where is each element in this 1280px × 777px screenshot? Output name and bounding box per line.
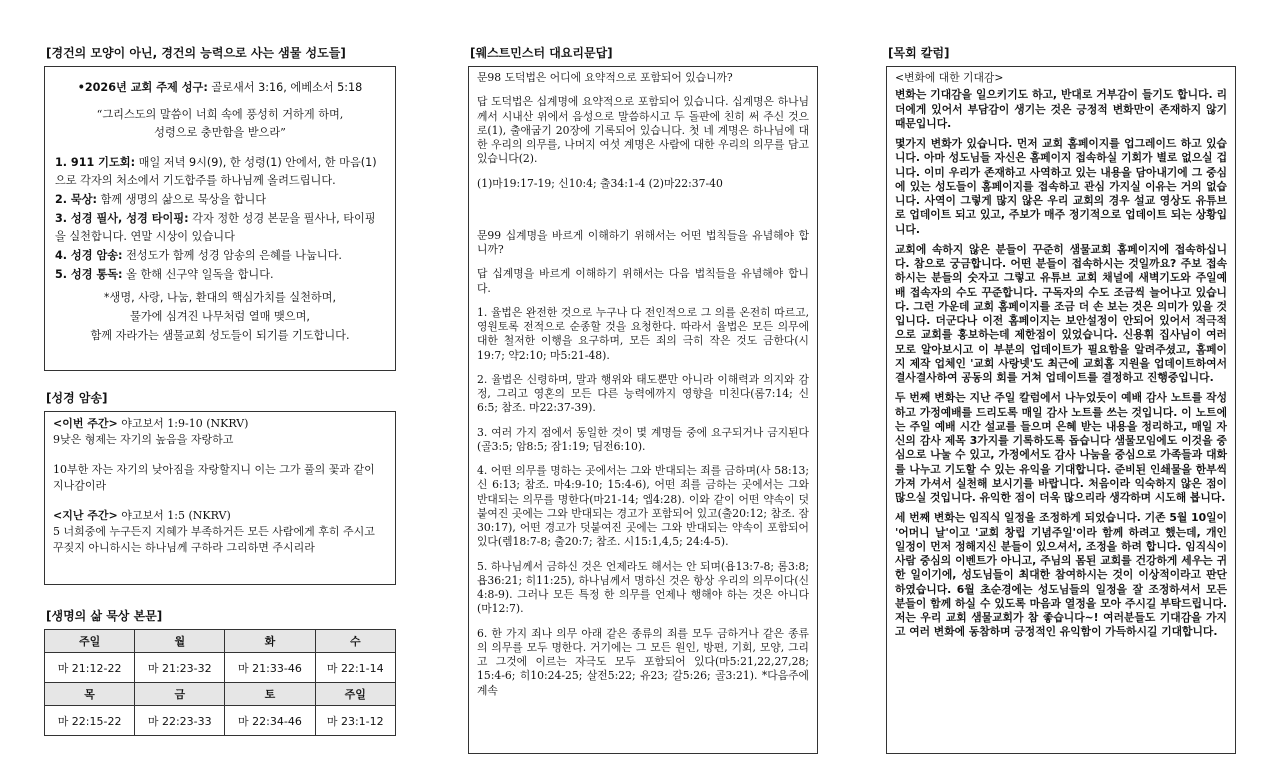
schedule-day: 주일 — [315, 683, 395, 706]
schedule-day: 목 — [45, 683, 135, 706]
memory-last-week-heading — [53, 508, 387, 524]
schedule-passage: 마 21:12-22 — [45, 653, 135, 683]
theme-verse-refs: 골로새서 3:16, 에베소서 5:18 — [207, 81, 363, 94]
theme-item-num: 3. 성경 필사, 성경 타이핑: — [55, 212, 189, 226]
pastoral-column-box — [886, 66, 1236, 754]
memory-last-week-label: <지난 주간> — [53, 508, 118, 522]
catechism-box — [468, 66, 818, 754]
catechism-rule-4: 4. 어떤 의무를 명하는 곳에서는 그와 반대되는 죄를 금하며(사 58:13; 신 6:13; 참조. 마4:9-10; 15:4-6), 어떤 죄를 금하는 곳에서는 그와 반대되는 의무를 명한다(마21-14; 엡4:28). 이와 같이 어떤 약속이 덧붙여진 곳에는 그와 반대되는 경고가 포함되어 있고(출20:12; 참조. 잠30:17), 어떤 경고가 덧붙여진 곳에는 그와 반대되는 약속이 포함되어 있다(렘18:7-8; 출20:7; 참조. 시15:1,4,5; 24:4-5). — [477, 464, 809, 549]
column-church-theme — [44, 44, 396, 736]
table-row — [45, 706, 396, 736]
theme-item-num: 4. 성경 암송: — [55, 249, 123, 262]
catechism-question-99: 문99 십계명을 바르게 이해하기 위해서는 어떤 법칙들을 유념해야 합니까? — [477, 228, 809, 256]
column-catechism — [468, 44, 818, 754]
theme-box — [44, 66, 396, 371]
schedule-passage: 마 22:15-22 — [45, 706, 135, 736]
theme-item-num: 1. 911 기도회: — [55, 156, 136, 170]
table-row — [45, 630, 396, 653]
theme-item-transcription — [55, 210, 385, 245]
memory-box — [44, 411, 396, 585]
schedule-day: 월 — [135, 630, 225, 653]
theme-item-num: 5. 성경 통독: — [55, 268, 123, 282]
schedule-day: 화 — [225, 630, 315, 653]
theme-item-prayer — [55, 154, 385, 189]
column-paragraph: 교회에 속하지 않은 분들이 꾸준히 샘물교회 홈페이지에 접속하십니다. 참으로 궁금합니다. 어떤 분들이 접속하시는 것일까요? 주보 접속하시는 분들의 숫자고 그렇고 유튜브 교회 채널에 새벽기도와 주일예배 접속자의 수도 꾸준합니다. 구독자의 수도 조금씩 늘어나고 있습니다. 그런 가운데 교회 홈페이지를 조금 더 손 보는 것은 의미가 있을 것입니다. 더군다나 이전 홈페이지는 보안설정이 안되어 있어서 적극적으로 교회를 홍보하는데 제한점이 있었습니다. 신용휘 집사님이 여러모로 알아보시고 이 부분의 업데이트가 필요함을 알려주셨고, 홈페이지 제작 업체인 '교회 사랑넷'도 최근에 교회홈 지원을 업데이트하여서 결사결사하여 공동의 회를 거쳐 업데이트를 결정하고 진행중입니다. — [895, 242, 1227, 384]
theme-item-reading — [55, 266, 385, 283]
section-title-pastoral: [목회 칼럼] — [888, 46, 950, 60]
schedule-passage: 마 21:23-32 — [135, 653, 225, 683]
schedule-day: 수 — [315, 630, 395, 653]
schedule-passage: 마 22:34-46 — [225, 706, 315, 736]
column-paragraph: 몇가지 변화가 있습니다. 먼저 교회 홈페이지를 업그레이드 하고 있습니다. 아마 성도님들 자신은 홈페이지 접속하실 기회가 별로 없으실 겁니다. 이미 우리가 존재하고 사역하고 있는 내용을 담아내기에 그 중심에 있는 성도들이 홈페이지를 접속하고 관심 가지실 이유는 거의 없습니다. 사역이 그렇게 많지 않은 우리 교회의 경우 설교 영상도 유튜브로 업데이트 되고 있고, 주보가 매주 정기적으로 업데이트 되는 상황입니다. — [895, 137, 1227, 236]
section-title-schedule: [생명의 삶 묵상 본문] — [46, 609, 163, 623]
theme-verse — [55, 79, 385, 96]
section-title-theme: [경건의 모양이 아닌, 경건의 능력으로 사는 샘물 성도들] — [46, 46, 346, 60]
schedule-day: 금 — [135, 683, 225, 706]
memory-this-week-verse2: 10부한 자는 자기의 낮아짐을 자랑할지니 이는 그가 풀의 꽃과 같이 지나감이라 — [53, 462, 375, 492]
section-title-memory: [성경 암송] — [46, 391, 108, 405]
schedule-day: 토 — [225, 683, 315, 706]
column-pastoral — [886, 44, 1236, 754]
theme-note-line3: 함께 자라가는 샘물교회 성도들이 되기를 기도합니다. — [90, 328, 350, 342]
memory-this-week-verse1: 9낮은 형제는 자기의 높음을 자랑하고 — [53, 432, 234, 446]
schedule-table — [44, 629, 396, 736]
theme-item-text: 전성도가 함께 성경 암송의 은혜를 나눕니다. — [122, 249, 342, 262]
theme-note-line2: 물가에 심겨진 나무처럼 열매 맺으며, — [130, 309, 310, 323]
catechism-answer-99: 답 십계명을 바르게 이해하기 위해서는 다음 법칙들을 유념해야 합니다. — [477, 267, 809, 295]
catechism-rule-5: 5. 하나님께서 금하신 것은 언제라도 해서는 안 되며(욥13:7-8; 롬3:8; 욥36:21; 히11:25), 하나님께서 명하신 것은 항상 우리의 의무이다(신4:8-9). 그러나 모든 특정 한 의무를 언제나 행해야 하는 것은 아니다(마12:7). — [477, 559, 809, 616]
theme-quote-line2: 성령으로 충만함을 받으라” — [154, 126, 286, 140]
theme-item-memorization — [55, 247, 385, 264]
column-paragraph: 세 번째 변화는 임직식 일정을 조정하게 되었습니다. 기존 5월 10일이 '어머니 날'이고 '교회 창립 기념주일'이라 함께 하려고 했는데, 개인 일정이 먼저 정해지신 분들이 있으셔서, 조정을 하려 합니다. 임직식이 사람 중심의 이벤트가 아니고, 주님의 몸된 교회를 건강하게 세우는 귀한 일이기에, 성도님들이 최대한 참여하시는 것이 이상적이라고 판단하였습니다. 6월 초순경에는 성도님들의 일정을 잘 조정하셔서 모든 분들이 함께 하실 수 있도록 마음과 열정을 모아 주시길 부탁드립니다. 저는 우리 교회 샘물교회가 참 좋습니다~! 여러분들도 기대감을 가지고 여러 변화에 동참하며 긍정적인 유익함이 가득하시길 기대합니다. — [895, 511, 1227, 639]
catechism-answer-98: 답 도덕법은 십계명에 요약적으로 포함되어 있습니다. 십계명은 하나님께서 시내산 위에서 음성으로 말씀하시고 두 돌판에 친히 써 주신 것으로(1), 출애굽기 20장에 기록되어 있습니다. 첫 네 계명은 하나님에 대한 우리의 의무를, 나머지 여섯 계명은 사람에 대한 우리의 의무를 담고 있습니다(2). — [477, 95, 809, 166]
theme-item-text: 함께 생명의 삶으로 묵상을 합니다 — [97, 192, 267, 206]
catechism-refs-98: (1)마19:17-19; 신10:4; 출34:1-4 (2)마22:37-40 — [477, 176, 723, 190]
theme-item-text: 올 한해 신구약 일독을 합니다. — [122, 268, 274, 282]
column-paragraph: 변화는 기대감을 일으키기도 하고, 반대로 거부감이 들기도 합니다. 리더에게 있어서 부담감이 생기는 것은 긍정적 변화만이 존재하지 않기 때문입니다. — [895, 88, 1227, 130]
theme-note-line1: *생명, 사랑, 나눔, 환대의 핵심가치를 실천하며, — [103, 290, 337, 304]
memory-this-week-heading — [53, 416, 387, 432]
catechism-rule-2: 2. 율법은 신령하며, 말과 행위와 태도뿐만 아니라 이해력과 의지와 감정, 그리고 영혼의 모든 다른 능력에까지 영향을 미친다(롬7:14; 신6:5; 참조. 마22:37-39). — [477, 372, 809, 415]
memory-this-week-label: <이번 주간> — [53, 417, 118, 430]
schedule-passage: 마 23:1-12 — [315, 706, 395, 736]
theme-verse-label: •2026년 교회 주제 성구: — [77, 81, 208, 94]
table-row — [45, 683, 396, 706]
catechism-rule-1: 1. 율법은 완전한 것으로 누구나 다 전인적으로 그 의를 온전히 따르고, 영원토록 전적으로 순종할 것을 요청한다. 따라서 율법은 모든 의무에 대한 철저한 이행을 요구하며, 모든 죄의 극히 작은 것도 금한다(시19:7; 약2:10; 마5:21-48). — [477, 305, 809, 362]
theme-item-text: 매일 저녁 9시(9), 한 성령(1) 안에서, 한 마음(1)으로 각자의 처소에서 기도합주를 하나님께 올려드립니다. — [55, 156, 377, 187]
catechism-rule-6: 6. 한 가지 죄나 의무 아래 같은 종류의 죄를 모두 금하거나 같은 종류의 의무를 모두 명한다. 거기에는 그 모든 원인, 방편, 기회, 모양, 그리고 그것에 이르는 자극도 모두 포함되어 있다(마5:21,22,27,28; 15:4-6; 히10:24-25; 살전5:22; 유23; 갈5:26; 골3:21). *다음주에 계속 — [477, 626, 809, 697]
theme-item-text: 각자 정한 성경 본문을 필사나, 타이핑을 실천합니다. 연말 시상이 있습니다 — [55, 212, 376, 243]
memory-this-week-ref: 야고보서 1:9-10 (NKRV) — [121, 417, 249, 430]
theme-note — [55, 288, 385, 345]
schedule-passage: 마 21:33-46 — [225, 653, 315, 683]
column-paragraph: 두 번째 변화는 지난 주일 칼럼에서 나누었듯이 예배 감사 노트를 작성하고 가정예배를 드리도록 매일 감사 노트를 쓰는 것입니다. 이 노트에는 주일 예배 시간 설교를 들으며 은혜 받는 내용을 정리하고, 매일 자신의 감사 제목 3가지를 기록하도록 돕습니다 샘물모임에도 이것을 중심으로 나눌 수 있고, 가정에서도 감사 나눔을 중심으로 가족들과 대화를 나누고 기도할 수 있는 유익을 기대합니다. 준비된 인쇄물을 한부씩 가져 가셔서 실천해 보시기를 바랍니다. 처음이라 익숙하지 않은 점이 많으실 것입니다. 유익한 점이 더욱 많으리라 생각하며 시도해 봅니다. — [895, 391, 1227, 504]
schedule-day: 주일 — [45, 630, 135, 653]
schedule-passage: 마 22:1-14 — [315, 653, 395, 683]
table-row — [45, 653, 396, 683]
theme-item-num: 2. 묵상: — [55, 192, 98, 206]
catechism-rule-3: 3. 여러 가지 점에서 동일한 것이 몇 계명들 중에 요구되거나 금지된다(골3:5; 암8:5; 잠1:19; 딤전6:10). — [477, 425, 809, 453]
memory-last-week-verse: 5 너희중에 누구든지 지혜가 부족하거든 모든 사람에게 후히 주시고 꾸짖지 아니하시는 하나님께 구하라 그리하면 주시리라 — [53, 524, 375, 554]
theme-quote — [55, 106, 385, 142]
catechism-question-98: 문98 도덕법은 어디에 요약적으로 포함되어 있습니까? — [477, 71, 733, 84]
theme-item-meditation — [55, 191, 385, 208]
section-title-catechism: [웨스트민스터 대요리문답] — [470, 46, 613, 60]
memory-last-week-ref: 야고보서 1:5 (NKRV) — [121, 508, 231, 522]
theme-quote-line1: “그리스도의 말씀이 너희 속에 풍성히 거하게 하며, — [96, 108, 344, 122]
column-heading: <변화에 대한 기대감> — [895, 71, 1004, 84]
schedule-passage: 마 22:23-33 — [135, 706, 225, 736]
